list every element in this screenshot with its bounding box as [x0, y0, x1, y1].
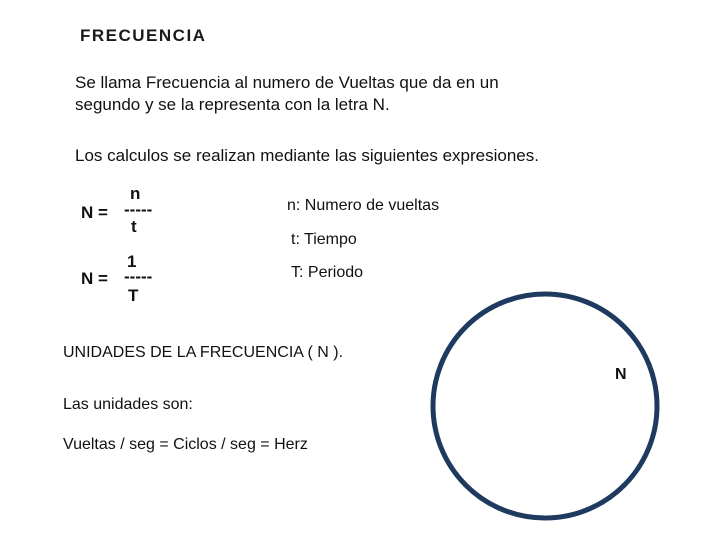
- legend-n: n: Numero de vueltas: [287, 197, 440, 214]
- formula-2-fraction-bar: -----: [124, 267, 153, 286]
- page-title: FRECUENCIA: [80, 26, 207, 45]
- units-equation: Vueltas / seg = Ciclos / seg = Herz: [63, 436, 308, 453]
- units-heading: UNIDADES DE LA FRECUENCIA ( N ).: [63, 344, 344, 361]
- formula-1-denominator: t: [131, 217, 137, 236]
- formula-2-numerator: 1: [127, 252, 137, 271]
- intro-paragraph: [75, 72, 499, 116]
- legend-t: t: Tiempo: [291, 231, 357, 248]
- calculation-intro: Los calculos se realizan mediante las siguientes expresiones.: [75, 146, 539, 165]
- rotation-circle-diagram: [425, 286, 665, 526]
- legend-T: T: Periodo: [291, 264, 364, 281]
- intro-line-2: segundo y se la representa con la letra N.: [75, 95, 390, 114]
- formula-1-lhs: N =: [81, 203, 108, 222]
- formula-2-lhs: N =: [81, 269, 108, 288]
- formula-1-fraction-bar: -----: [124, 200, 153, 219]
- units-subheading: Las unidades son:: [63, 396, 193, 413]
- rotation-circle: [433, 294, 657, 518]
- circle-label: N: [615, 366, 627, 383]
- formula-2-denominator: T: [128, 286, 139, 305]
- intro-line-1: Se llama Frecuencia al numero de Vueltas que da en un: [75, 73, 499, 92]
- formula-1-numerator: n: [130, 184, 141, 203]
